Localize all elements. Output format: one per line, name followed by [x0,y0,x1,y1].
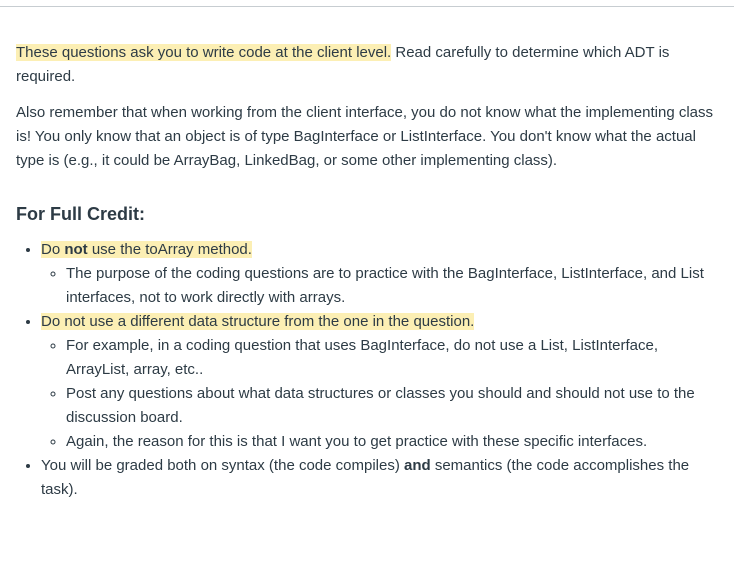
sub-list [41,262,718,310]
bullet-text: You will be graded both on syntax (the code compiles) [41,457,404,474]
bullet-text: use the toArray method. [87,241,252,258]
bullet-text: Do [41,241,65,258]
list-item [41,310,718,454]
list-item: ◦ For example, in a coding question that uses BagInterface, do not use a List, ListInterface, ArrayList, array, etc.. [66,334,718,382]
requirements-list [16,238,718,502]
bullet-text: semantics (the code accomplishes the task). [41,457,690,498]
list-item: ◦ The purpose of the coding questions are to practice with the BagInterface, ListInterface, and List interfaces, not to work directly with arrays. [66,262,718,310]
intro-rest: Read carefully to determine which ADT is required. [16,44,670,85]
full-credit-heading: For Full Credit: [16,204,145,224]
list-item [41,238,718,310]
no-different-structure-highlight: Do not use a different data structure from the one in the question. [41,313,475,330]
no-toarray-highlight [41,241,252,258]
list-item [41,454,718,502]
top-divider [0,6,734,7]
sub-list [41,334,718,454]
list-item: ◦ Again, the reason for this is that I want you to get practice with these specific interfaces. [66,430,718,454]
bold-text: and [404,457,431,474]
list-item: ◦ Post any questions about what data structures or classes you should and should not use to the discussion board. [66,382,718,430]
intro-paragraph [16,41,718,89]
client-interface-paragraph: Also remember that when working from the client interface, you do not know what the implementing class is! You only know that an object is of type BagInterface or ListInterface. You don't know what the actual type is (e.g., it could be ArrayBag, LinkedBag, or some other implementing class). [16,104,714,169]
intro-highlight: These questions ask you to write code at the client level. [16,44,392,61]
assignment-instructions [16,41,718,502]
bold-text: not [64,241,88,258]
